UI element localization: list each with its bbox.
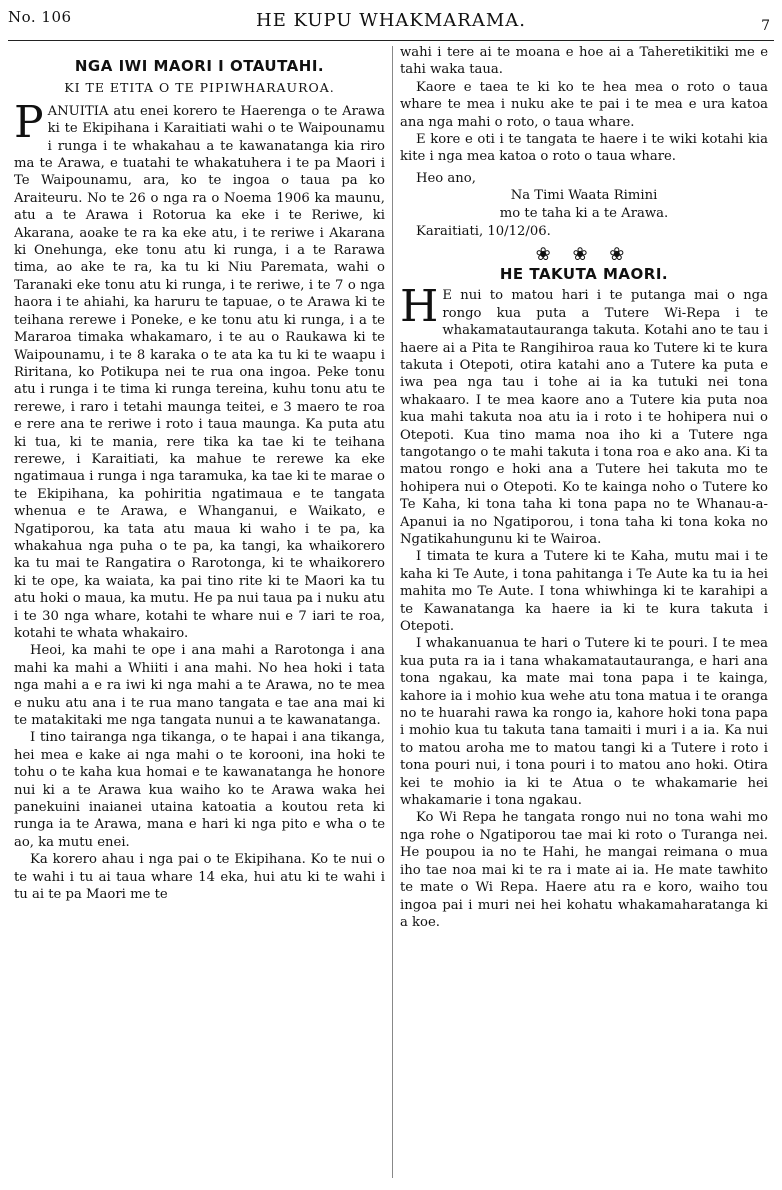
- article-title: HE TAKUTA MAORI.: [499, 264, 669, 283]
- masthead-title: HE KUPU WHAKMARAMA.: [256, 10, 526, 31]
- article-paragraph: H E nui to matou hari i te putanga mai o nga rongo kua puta a Tutere Wi-Repa i te whakamatautauranga takuta. Kotahi ano te tau i haere ai a Pita te Rangihiroa raua ko Tutere ki te kura takuta i Otepoti, otira katahi ano a Tutere ka puta e iwa pea nga tau i tohe ai ia ka tutuki nei tona whakaaro. I te mea kaore ano a Tutere kia puta noa kua mahi takuta noa atu ia i roto i te hohipera nui o Otepoti. Kua tino mama noa iho ki a Tutere nga tangotango o te mahi takuta i tona roa e ako ana. Ki ta matou rongo e hoki ana a Tutere hei takuta mo te hohipera nui o Otepoti. Ko te kainga noho o Tutere ko Te Kaha, ki tona taha ki tona papa no te Whanau-a-Apanui ia no Ngatiporou, i tona taha ki tona koka no Ngatikahungunu ki te Wairoa.: [400, 281, 768, 547]
- article-paragraph: Ko Wi Repa he tangata rongo nui no tona wahi mo nga rohe o Ngatiporou tae mai ki roto o Turanga nei. He poupou ia no te Hahi, he mangai reimana o mua iho tae noa mai ki te ra i mate ai ia. He mate tawhito te mate o Wi Repa. Haere atu ra e koro, waiho tou ingoa pai i muri nei hei kohatu whakamaharatanga ki a koe.: [400, 810, 768, 930]
- right-column: [400, 44, 768, 1184]
- signature-name: Na Timi Waata Rimini: [510, 188, 658, 204]
- signature-block: [400, 170, 768, 241]
- page-header: [8, 6, 774, 40]
- ornament-divider: ❀ ❀ ❀: [535, 244, 633, 266]
- article-paragraph: I timata te kura a Tutere ki te Kaha, mutu mai i te kaha ki Te Aute, i tona pahitanga i Te Aute ka tu ia hei mahita mo Te Aute. I tona whiwhinga ki te karahipi a te Kawanatanga ka haere ia ki te kura takuta i Otepoti.: [400, 549, 768, 634]
- article-title: NGA IWI MAORI I OTAUTAHI.: [74, 57, 325, 75]
- drop-cap: P: [14, 96, 44, 148]
- header-rule: [8, 40, 774, 41]
- column-divider: [392, 46, 393, 1178]
- article-paragraph: Kaore e taea te ki ko te hea mea o roto o taua whare te mea i nuku ake te pai i te mea e ura katoa ana nga mahi o roto, o taua whare.: [400, 79, 768, 130]
- article-paragraph: PANUITIA atu enei korero te Haerenga o te Arawa ki te Ekipihana i Karaitiati wahi o te Waipounamu i runga i te whakahau a te kawanatanga kia riro ma te Arawa, e tuatahi te whakatuhera i te pa Maori i Te Waipounamu, ara, ko te ingoa o taua pa ko Araiteuru. No te 26 o nga ra o Noema 1906 ka maunu, atu a te Arawa i Rotorua ka eke i te Reriwe, ki Akarana, aoake te ra ka eke atu, i te reriwe i Akarana ki Onehunga, eke tonu atu ki runga, i a te Rarawa tima, ao ake te ra, ka tu ki Niu Paremata, wahi o Taranaki eke tonu atu ki runga, i te reriwe, i te 7 o nga haora i te ahiahi, ka haruru te tapuae, o te Arawa ki te teihana rerewe i Poneke, e ke tonu atu ki runga, i a te Mararoa timaka whakamaro, i te au o Raukawa ki te Waipounamu, i te 8 karaka o te ata ka tu ki te waapu i Riritana, ko Potikupa nei te rua ona ingoa. Peke tonu atu i runga i te tima ki runga tereina, kuhu tonu atu te rerewe, i raro i tetahi maunga teitei, e 3 maero te roa e rere ana te reriwe i roto i taua maunga. Ka puta atu ki tua, ki te mania, rere tika ka tae ki te teihana rerewe, i Karaitiati, ka mahue te rerewe ka eke ngatimaua i runga i nga taramuka, ka tae ki te marae o te Ekipihana, ka pohiritia ngatimaua e te tangata whenua e te Arawa, e Whanganui, e Waikato, e Ngatiporou, ka tata atu maua ki waho i te pa, ka whakahua nga puha o te pa, ka tangi, ka whaikorero ka tu mai te Rangatira o Rarotonga, ki te whaikorero ki te ope, ka waiata, ka pai tino rite ki te Maori ka tu atu hoki o maua, ka mutu. He pa nui taua pa i nuku atu i te 30 nga whare, kotahi te whare nui e 7 iari te roa, kotahi te whata whakairo.: [14, 96, 385, 641]
- article-paragraph: I whakanuanua te hari o Tutere ki te pouri. I te mea kua puta ra ia i tana whakamatautauranga, e hari ana tona ngakau, ka mate mai tona papa i te kainga, kahore ia i mohio kua wehe atu tona matua i te oranga no te huarahi rawa ka rongo ia, kahore hoki tona papa i mohio kua tu takuta tana tamaiti i muri i a ia. Ka nui to matou aroha me to matou tangi ki a Tutere i roto i tona pouri nui, i tona pouri i to matou ano hoki. Otira kei te mohio ia ki te Atua o te whakamarie hei whakamarie i tona ngakau.: [400, 636, 768, 809]
- drop-cap: H: [400, 281, 439, 333]
- article-paragraph: wahi i tere ai te moana e hoe ai a Taheretikitiki me e tahi waka taua.: [400, 45, 768, 78]
- signature-role: mo te taha ki a te Arawa.: [499, 205, 669, 221]
- article-paragraph: E kore e oti i te tangata te haere i te wiki kotahi kia kite i nga mea katoa o roto o taua whare.: [400, 132, 768, 165]
- article-subtitle: KI TE ETITA O TE PIPIWHARAUROA.: [64, 80, 335, 96]
- article-paragraph: Heoi, ka mahi te ope i ana mahi a Rarotonga i ana mahi ka mahi a Whiiti i ana mahi. No hea hoki i tata nga mahi a e ra iwi ki nga mahi a te Arawa, no te mea e nuku atu ana i te rua mano tangata e tae ana mai ki te matakitaki me nga tangata nunui a te kawanatanga.: [14, 643, 385, 729]
- article-paragraph: I tino tairanga nga tikanga, o te hapai i ana tikanga, hei mea e kake ai nga mahi o te korooni, ina hoki te tohu o te kaha kua homai e te kawanatanga he honore nui ki a te Arawa kua waiho ko te Arawa waka hei panekuini inaianei utaina katoatia a koutou reta ki runga ia te Arawa, mana e hari ki nga pito e wha o te ao, ka mutu enei.: [14, 730, 385, 850]
- page-number: 7: [761, 18, 770, 34]
- place-date: Karaitiati, 10/12/06.: [416, 224, 551, 240]
- issue-number: No. 106: [8, 8, 72, 26]
- left-column: [14, 52, 385, 1184]
- closing: Heo ano,: [416, 170, 476, 186]
- article-paragraph: Ka korero ahau i nga pai o te Ekipihana. Ko te nui o te wahi i tu ai taua whare 14 eka, hui atu ki te wahi i tu ai te pa Maori me te: [14, 852, 385, 903]
